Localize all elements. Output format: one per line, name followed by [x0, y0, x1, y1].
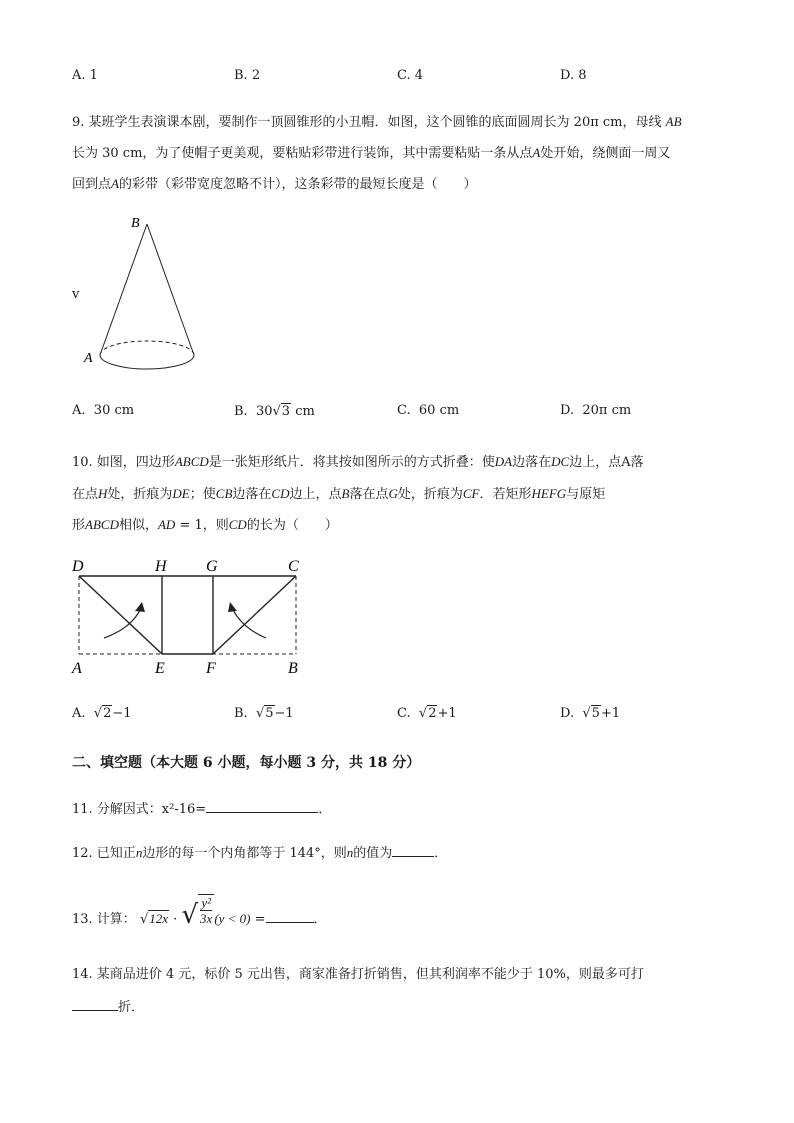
q10-option-c-rest: +1 [437, 706, 457, 721]
q10-l1-d: 边上，点A落 [569, 455, 644, 470]
q10-option-d-rest: +1 [600, 706, 621, 721]
q11-text: 11. 分解因式：x²-16= [72, 802, 207, 817]
sqrt-sign: √ [255, 706, 265, 721]
cone-base-front [100, 355, 194, 369]
q9-line-2 [72, 138, 670, 169]
q13-denominator: 3x [200, 910, 213, 926]
q12-post: 的值为 [353, 846, 393, 861]
q10-l2-f: 落在点 [349, 487, 389, 502]
q10-l3-v: ABCD [85, 517, 119, 532]
q8-option-c: C. 4 [397, 68, 424, 83]
q12-pre: 12. 已知正 [72, 846, 136, 861]
sqrt-sign: √ [272, 404, 281, 419]
q13-equals: = [250, 912, 266, 927]
q10-l2-v4: CD [271, 486, 290, 501]
q10-line-2 [72, 479, 605, 510]
label-h: H [155, 558, 167, 575]
q10-l2-e: 边上，点 [289, 487, 342, 502]
section-heading: 二、填空题（本大题 6 小题，每小题 3 分，共 18 分） [72, 755, 421, 771]
fold-arrow-right-head [228, 602, 237, 612]
q13-end: ． [313, 912, 327, 927]
q10-option-b-letter: B. [234, 706, 248, 721]
cone-base-back [100, 341, 194, 355]
q9-option-d-value: 20π cm [582, 403, 632, 418]
q10-option-c-letter: C. [397, 706, 411, 721]
q9-option-b [234, 403, 315, 419]
q10-l2-i: 与原矩 [566, 487, 606, 502]
fold-figure [66, 552, 316, 682]
crease-cf [213, 576, 296, 654]
q13-fraction [198, 894, 214, 926]
q13-pre: 13. 计算： [72, 912, 136, 927]
sqrt-sign: √ [582, 706, 591, 721]
q9-option-c-value: 60 cm [418, 403, 460, 418]
q10-l2-v7: CF [462, 486, 480, 501]
q10-option-b [234, 705, 294, 721]
fold-arrow-left [104, 608, 141, 638]
q10-l2-h: ．若矩形 [479, 487, 532, 502]
q14-end: 折． [118, 1000, 145, 1015]
cone-left-edge [100, 224, 147, 355]
q10-option-c-radicand: 2 [428, 706, 437, 721]
q9-line-3 [72, 169, 476, 200]
q8-option-b: B. 2 [234, 68, 261, 83]
q10-l3-v2: AD [157, 517, 176, 532]
q10-option-c [397, 705, 457, 721]
q9-option-d-letter: D. [560, 403, 575, 418]
q10-option-d-radicand: 5 [591, 706, 600, 721]
q9-option-d [560, 403, 631, 418]
q10-line-3 [72, 510, 338, 541]
q10-l2-v3: CB [215, 486, 233, 501]
q12-var-n2: n [346, 845, 354, 860]
cone-figure [80, 210, 210, 375]
q10-l3-d: 的长为（ ） [246, 518, 338, 533]
q10-option-a-radicand: 2 [103, 706, 112, 721]
q8-option-d: D. 8 [560, 68, 587, 83]
q10-option-b-radicand: 5 [265, 706, 274, 721]
label-g: G [206, 558, 218, 575]
q10-option-d [560, 705, 620, 721]
q10-l1-v: ABCD [174, 454, 209, 469]
q13-radicand-1: 12x [149, 911, 169, 926]
q10-l3-v3: CD [228, 517, 247, 532]
q14-line-1: 14. 某商品进价 4 元，标价 5 元出售，商家准备打折销售，但其利润率不能少于 10%，则最多可打 [72, 967, 644, 982]
sqrt-sign: √ [418, 706, 428, 721]
q10-l2-c: ；使 [189, 487, 216, 502]
q10-l2-v5: B [341, 486, 350, 501]
sqrt-sign: √ [93, 706, 103, 721]
q9-option-a-letter: A. [72, 403, 86, 418]
q10-l2-v8: HEFG [531, 486, 567, 501]
fold-arrow-right [232, 608, 266, 638]
cone-label-a: A [84, 351, 93, 366]
q9-option-b-unit: cm [291, 404, 315, 419]
q9-option-c [397, 403, 459, 418]
q11 [72, 798, 331, 817]
q10-l2-v2: DE [172, 486, 190, 501]
q10-l2-v6: G [388, 486, 398, 501]
q12-end: ． [434, 846, 448, 861]
sqrt-sign: √ [139, 912, 149, 927]
q10-l3-b: 相似， [118, 518, 158, 533]
q9-option-a [72, 403, 134, 418]
q9-option-b-radicand: 3 [281, 404, 291, 419]
fold-arrow-left-head [135, 602, 145, 612]
q10-l3-c: = 1，则 [175, 518, 229, 533]
q11-answer-blank[interactable] [206, 798, 318, 813]
cone-label-b: B [131, 216, 140, 231]
q14-answer-blank[interactable] [72, 996, 118, 1011]
q10-line-1 [72, 447, 644, 478]
q9-var-a: A [532, 145, 541, 160]
q9-var-a2: A [111, 176, 119, 191]
q10-option-a-rest: −1 [112, 706, 132, 721]
q12-var-n: n [135, 845, 143, 860]
label-d: D [72, 558, 84, 575]
q13-numerator: y² [201, 894, 211, 910]
q10-l2-v: H [98, 486, 108, 501]
q9-line-3-post: 的彩带（彩带宽度忽略不计），这条彩带的最短长度是（ ） [118, 177, 477, 192]
q10-l2-d: 边落在 [232, 487, 272, 502]
q12-mid: 边形的每一个内角都等于 144°，则 [142, 846, 347, 861]
q10-l2-b: 处，折痕为 [107, 487, 173, 502]
q9-option-a-value: 30 cm [93, 403, 135, 418]
q8-option-a: A. 1 [72, 68, 98, 83]
q9-option-b-coef: 30 [255, 404, 273, 419]
q10-l3-a: 形 [72, 518, 86, 533]
q14-line-2 [72, 996, 144, 1015]
q10-option-b-rest: −1 [274, 706, 294, 721]
label-e: E [155, 660, 165, 677]
q13 [72, 890, 327, 934]
q10-l1-b: 是一张矩形纸片．将其按如图所示的方式折叠：使 [208, 455, 495, 470]
q13-condition: (y < 0) [214, 911, 251, 926]
q13-dot: · [173, 912, 178, 927]
q10-option-d-letter: D. [560, 706, 575, 721]
q9-option-b-letter: B. [234, 404, 248, 419]
q9-option-c-letter: C. [397, 403, 411, 418]
q9-line-2-pre: 长为 30 cm，为了使帽子更美观，要粘贴彩带进行装饰，其中需要粘贴一条从点 [72, 146, 533, 161]
q9-line-1 [72, 107, 682, 138]
q9-line-2-post: 处开始，绕侧面一周又 [540, 146, 671, 161]
label-b: B [288, 660, 298, 677]
q9-var-ab: AB [665, 114, 682, 129]
q12-answer-blank[interactable] [392, 842, 434, 857]
q13-answer-blank[interactable] [266, 908, 314, 923]
q12 [72, 842, 447, 861]
q10-l2-g: 处，折痕为 [397, 487, 463, 502]
q10-option-a-letter: A. [72, 706, 86, 721]
q10-l1-v3: DC [551, 454, 570, 469]
label-c: C [288, 558, 299, 575]
cone-right-edge [147, 224, 194, 355]
q10-l2-a: 在点 [72, 487, 99, 502]
q10-option-a [72, 705, 132, 721]
label-f: F [206, 660, 216, 677]
crease-de [79, 576, 162, 654]
q11-end: ． [318, 802, 332, 817]
label-a: A [72, 660, 82, 677]
sqrt-sign-big: √ [181, 900, 199, 930]
q10-l1-v2: DA [494, 454, 513, 469]
q10-l1-a: 10. 如图，四边形 [72, 455, 175, 470]
q9-line-1-text: 9. 某班学生表演课本剧，要制作一顶圆锥形的小丑帽．如图，这个圆锥的底面圆周长为 20π cm，母线 [72, 115, 662, 130]
q9-stray-mark: v [72, 287, 80, 302]
q9-line-3-pre: 回到点 [72, 177, 112, 192]
q10-l1-c: 边落在 [512, 455, 552, 470]
